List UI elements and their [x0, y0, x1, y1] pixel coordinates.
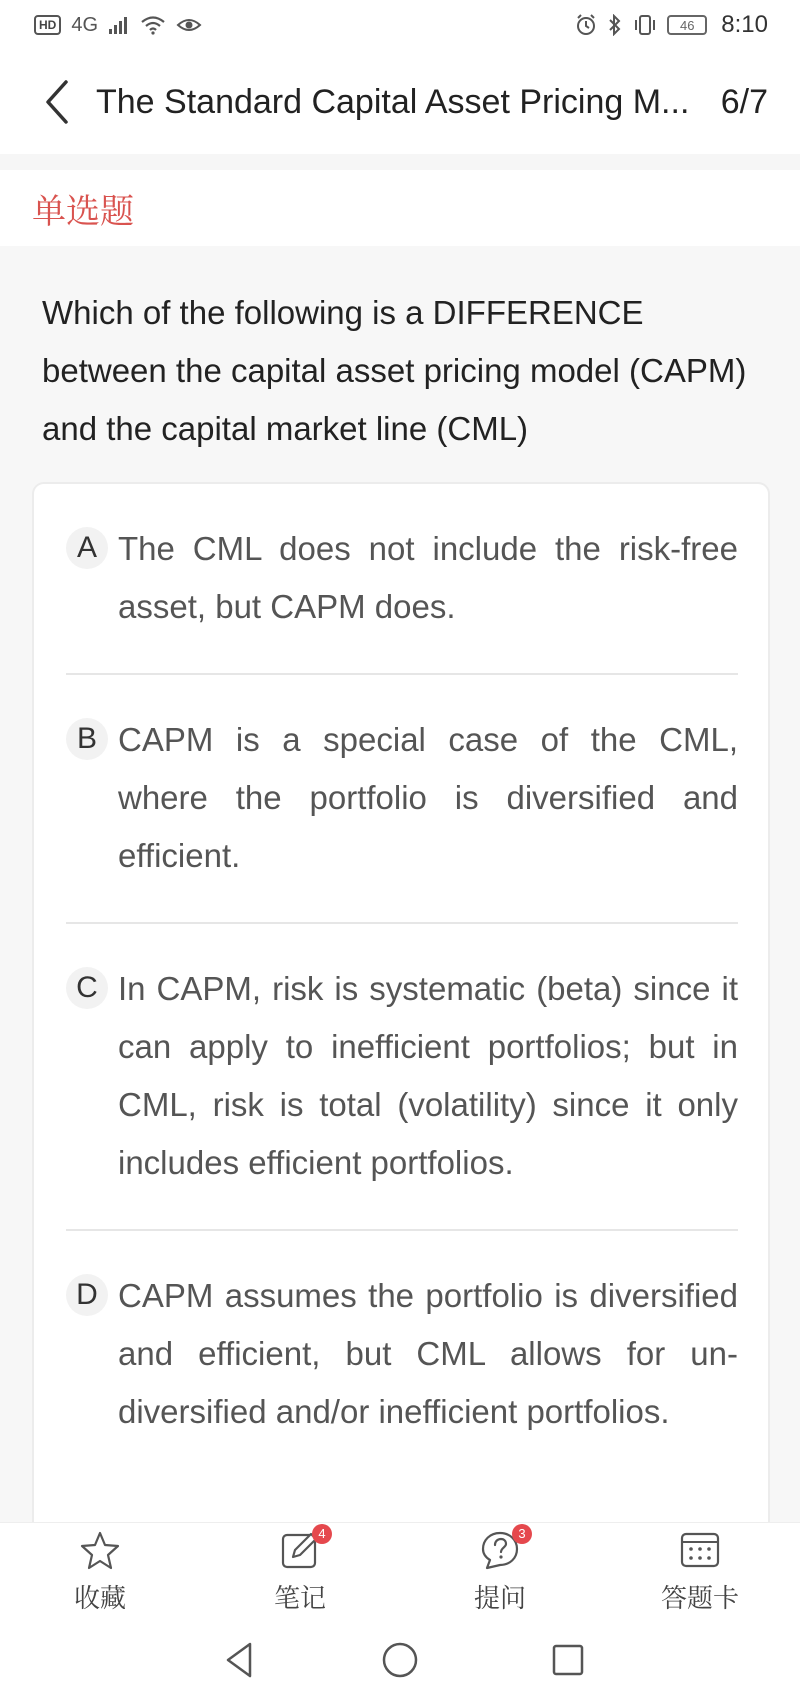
option-text-d: CAPM assumes the portfolio is diversified and efficient, but CML allows for un-diversified and/or inefficient portfolios.: [118, 1277, 738, 1430]
status-right: [575, 11, 768, 39]
option-d[interactable]: [66, 1267, 738, 1441]
tab-ask[interactable]: [420, 1523, 580, 1619]
tab-ask-label: 提问: [473, 1582, 526, 1613]
back-arrow-icon[interactable]: [40, 78, 74, 126]
clock: 8:10: [721, 11, 768, 38]
question-content[interactable]: [0, 246, 800, 1522]
tab-favorite[interactable]: [20, 1523, 180, 1619]
star-icon: [78, 1528, 122, 1572]
option-a[interactable]: [66, 520, 738, 636]
option-letter-c: C: [66, 967, 108, 1009]
question-text: Which of the following is a DIFFERENCE between the capital asset pricing model (CAPM) and the capital market line (CML): [42, 294, 747, 447]
tab-favorite-icon-wrap: [78, 1528, 122, 1572]
tab-answer-card[interactable]: [620, 1523, 780, 1619]
divider: [0, 154, 800, 170]
vibrate-icon: [633, 14, 657, 36]
answer-card-icon: [678, 1528, 722, 1572]
system-nav-bar: [0, 1618, 800, 1702]
option-divider: [66, 922, 738, 924]
tab-ask-icon-wrap: [478, 1526, 526, 1572]
option-letter-d: D: [66, 1274, 108, 1316]
nav-recents-icon[interactable]: [546, 1638, 590, 1682]
alarm-icon: [575, 14, 597, 36]
status-left: [34, 14, 202, 37]
option-text-b: CAPM is a special case of the CML, where the portfolio is diversified and efficient.: [118, 721, 738, 874]
tab-notes[interactable]: [220, 1523, 380, 1619]
ask-badge: 3: [512, 1524, 532, 1544]
option-divider: [66, 1229, 738, 1231]
status-bar: [0, 0, 800, 50]
options-card: [32, 482, 770, 1522]
tab-notes-icon-wrap: [278, 1526, 326, 1572]
tab-notes-label: 笔记: [273, 1582, 326, 1613]
option-text-a: The CML does not include the risk-free asset, but CAPM does.: [118, 530, 738, 625]
eye-icon: [176, 15, 202, 35]
wifi-icon: [140, 15, 166, 35]
tab-answer-card-icon-wrap: [678, 1528, 722, 1572]
nav-home-icon[interactable]: [378, 1638, 422, 1682]
bluetooth-icon: [607, 14, 623, 36]
tab-favorite-label: 收藏: [73, 1582, 126, 1613]
header: [0, 50, 800, 154]
network-type: 4G: [71, 13, 99, 36]
question-type-label: 单选题: [32, 192, 134, 231]
question-counter: 6/7: [720, 82, 768, 121]
nav-back-icon[interactable]: [218, 1638, 262, 1682]
page-title: The Standard Capital Asset Pricing M...: [96, 82, 690, 121]
hd-badge: HD: [34, 15, 61, 35]
battery-icon: 46: [667, 15, 707, 35]
notes-badge: 4: [312, 1524, 332, 1544]
tab-answer-card-label: 答题卡: [660, 1582, 739, 1613]
signal-icon: [108, 15, 130, 35]
option-letter-b: B: [66, 718, 108, 760]
bottom-tab-bar: [0, 1522, 800, 1618]
option-divider: [66, 673, 738, 675]
option-text-c: In CAPM, risk is systematic (beta) since it can apply to inefficient portfolios; but in CML, risk is total (volatility) since it only includes efficient portfolios.: [118, 970, 738, 1181]
question-type-row: [0, 170, 800, 246]
option-b[interactable]: [66, 711, 738, 885]
option-c[interactable]: [66, 960, 738, 1192]
option-letter-a: A: [66, 527, 108, 569]
